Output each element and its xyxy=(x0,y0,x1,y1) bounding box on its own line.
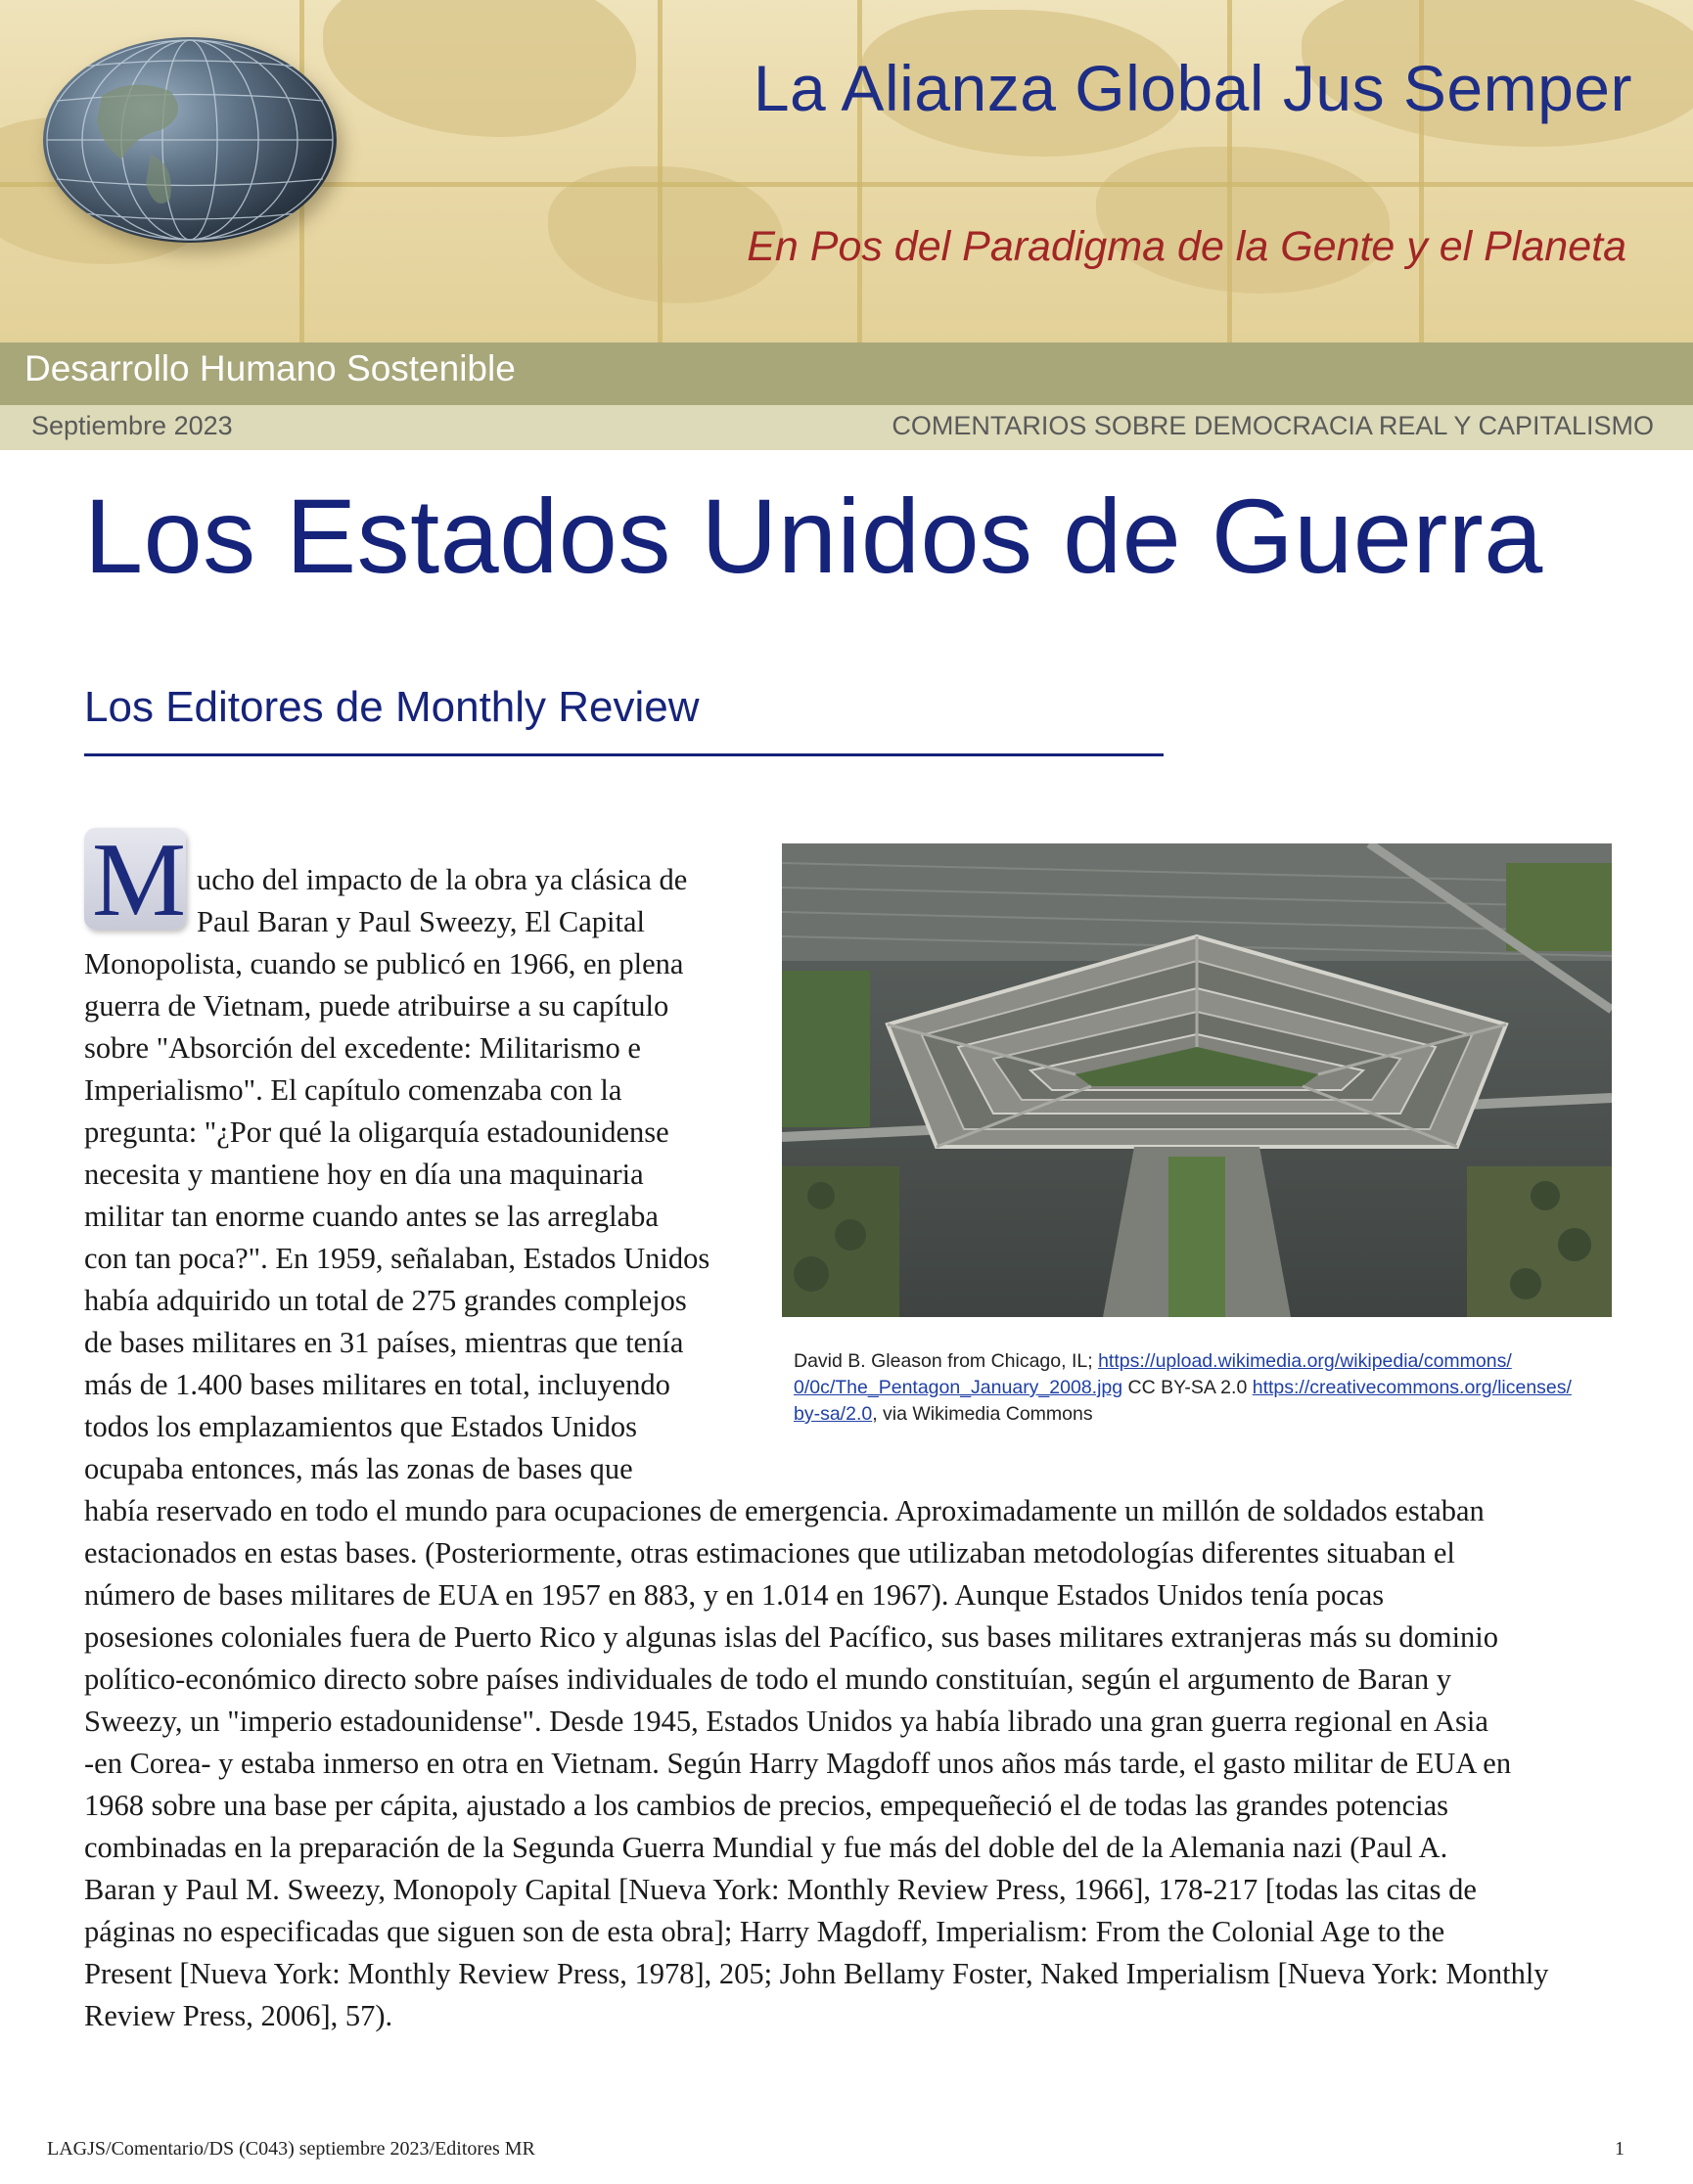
body-line: todos los emplazamientos que Estados Unidos xyxy=(84,1410,638,1443)
map-gridline xyxy=(658,0,663,342)
pentagon-aerial-image xyxy=(782,843,1612,1317)
body-line: más de 1.400 bases militares en total, incluyendo xyxy=(84,1368,670,1401)
body-line: número de bases militares de EUA en 1957 en 883, y en 1.014 en 1967). Aunque Estados Unidos tenía pocas xyxy=(84,1578,1385,1612)
caption-license: CC BY-SA 2.0 xyxy=(1122,1377,1253,1398)
site-title: La Alianza Global Jus Semper xyxy=(753,52,1632,124)
globe-graticule-icon xyxy=(43,37,337,243)
site-tagline: En Pos del Paradigma de la Gente y el Planeta xyxy=(747,223,1626,270)
caption-source-link[interactable]: 0/0c/The_Pentagon_January_2008.jpg xyxy=(794,1377,1123,1398)
pentagon-photo xyxy=(782,843,1612,1317)
body-line: Imperialismo". El capítulo comenzaba con la xyxy=(84,1073,622,1107)
body-line: Monopolista, cuando se publicó en 1966, en plena xyxy=(84,947,684,980)
body-line: con tan poca?". En 1959, señalaban, Estados Unidos xyxy=(84,1242,710,1275)
caption-credit: David B. Gleason from Chicago, IL; xyxy=(794,1350,1099,1372)
body-line: posesiones coloniales fuera de Puerto Rico y algunas islas del Pacífico, sus bases militares extranjeras más su dominio xyxy=(84,1620,1499,1654)
page-number: 1 xyxy=(1615,2138,1624,2160)
body-line: combinadas en la preparación de la Segunda Guerra Mundial y fue más del doble del de la Alemania nazi (Paul A. xyxy=(84,1831,1448,1864)
body-line: pregunta: "¿Por qué la oligarquía estadounidense xyxy=(84,1115,669,1149)
drop-cap-letter: M xyxy=(92,822,187,938)
caption-source-link[interactable]: https://upload.wikimedia.org/wikipedia/commons/ xyxy=(1098,1350,1512,1372)
body-line: había reservado en todo el mundo para ocupaciones de emergencia. Aproximadamente un millón de soldados estaban xyxy=(84,1494,1485,1527)
caption-license-link[interactable]: by-sa/2.0 xyxy=(794,1403,873,1425)
body-line: de bases militares en 31 países, mientras que tenía xyxy=(84,1326,684,1359)
body-line: Sweezy, un "imperio estadounidense". Desde 1945, Estados Unidos ya había librado una gran guerra regional en Asia xyxy=(84,1705,1488,1738)
caption-license-link[interactable]: https://creativecommons.org/licenses/ xyxy=(1252,1377,1572,1398)
section-bar xyxy=(0,342,1693,405)
section-label: Desarrollo Humano Sostenible xyxy=(24,348,516,388)
body-line: ocupaba entonces, más las zonas de bases que xyxy=(84,1452,633,1485)
caption-via: , via Wikimedia Commons xyxy=(872,1403,1093,1425)
article-author: Los Editores de Monthly Review xyxy=(84,683,700,731)
article-title: Los Estados Unidos de Guerra xyxy=(84,477,1543,595)
author-divider xyxy=(84,753,1164,756)
body-line: -en Corea- y estaba inmerso en otra en Vietnam. Según Harry Magdoff unos años más tarde, el gasto militar de EUA en xyxy=(84,1747,1512,1780)
body-line: ucho del impacto de la obra ya clásica de xyxy=(197,863,688,896)
map-landmass xyxy=(1096,147,1390,294)
body-line: páginas no especificadas que siguen son de esta obra]; Harry Magdoff, Imperialism: From the Colonial Age to the xyxy=(84,1915,1445,1948)
caption-line xyxy=(794,1348,1512,1375)
date-bar xyxy=(0,405,1693,450)
body-line: Present [Nueva York: Monthly Review Press, 1978], 205; John Bellamy Foster, Naked Imperialism [Nueva York: Monthly xyxy=(84,1957,1549,1990)
body-line: Review Press, 2006], 57). xyxy=(84,1999,393,2032)
body-line: militar tan enorme cuando antes se las arreglaba xyxy=(84,1200,659,1233)
body-line: 1968 sobre una base per cápita, ajustado a los cambios de precios, empequeñeció el de todas las grandes potencias xyxy=(84,1789,1449,1822)
body-line: había adquirido un total de 275 grandes complejos xyxy=(84,1284,687,1317)
globe-logo xyxy=(43,37,337,243)
body-line: necesita y mantiene hoy en día una maquinaria xyxy=(84,1158,644,1191)
body-line: guerra de Vietnam, puede atribuirse a su capítulo xyxy=(84,989,669,1023)
caption-line xyxy=(794,1375,1572,1401)
body-line: estacionados en estas bases. (Posteriormente, otras estimaciones que utilizaban metodologías diferentes situaban el xyxy=(84,1536,1455,1570)
map-landmass xyxy=(323,0,636,137)
body-line: Paul Baran y Paul Sweezy, El Capital xyxy=(197,905,645,938)
caption-line xyxy=(794,1401,1093,1428)
body-line: político-económico directo sobre países individuales de todo el mundo constituían, según el argumento de Baran y xyxy=(84,1662,1452,1696)
series-label: COMENTARIOS SOBRE DEMOCRACIA REAL Y CAPITALISMO xyxy=(892,411,1654,440)
body-line: sobre "Absorción del excedente: Militarismo e xyxy=(84,1031,641,1065)
header-banner xyxy=(0,0,1693,342)
footer-reference: LAGJS/Comentario/DS (C043) septiembre 2023/Editores MR xyxy=(47,2138,535,2160)
body-line: Baran y Paul M. Sweezy, Monopoly Capital [Nueva York: Monthly Review Press, 1966], 178-217 [todas las citas de xyxy=(84,1873,1477,1906)
publication-date: Septiembre 2023 xyxy=(31,411,233,440)
drop-cap xyxy=(84,822,187,938)
